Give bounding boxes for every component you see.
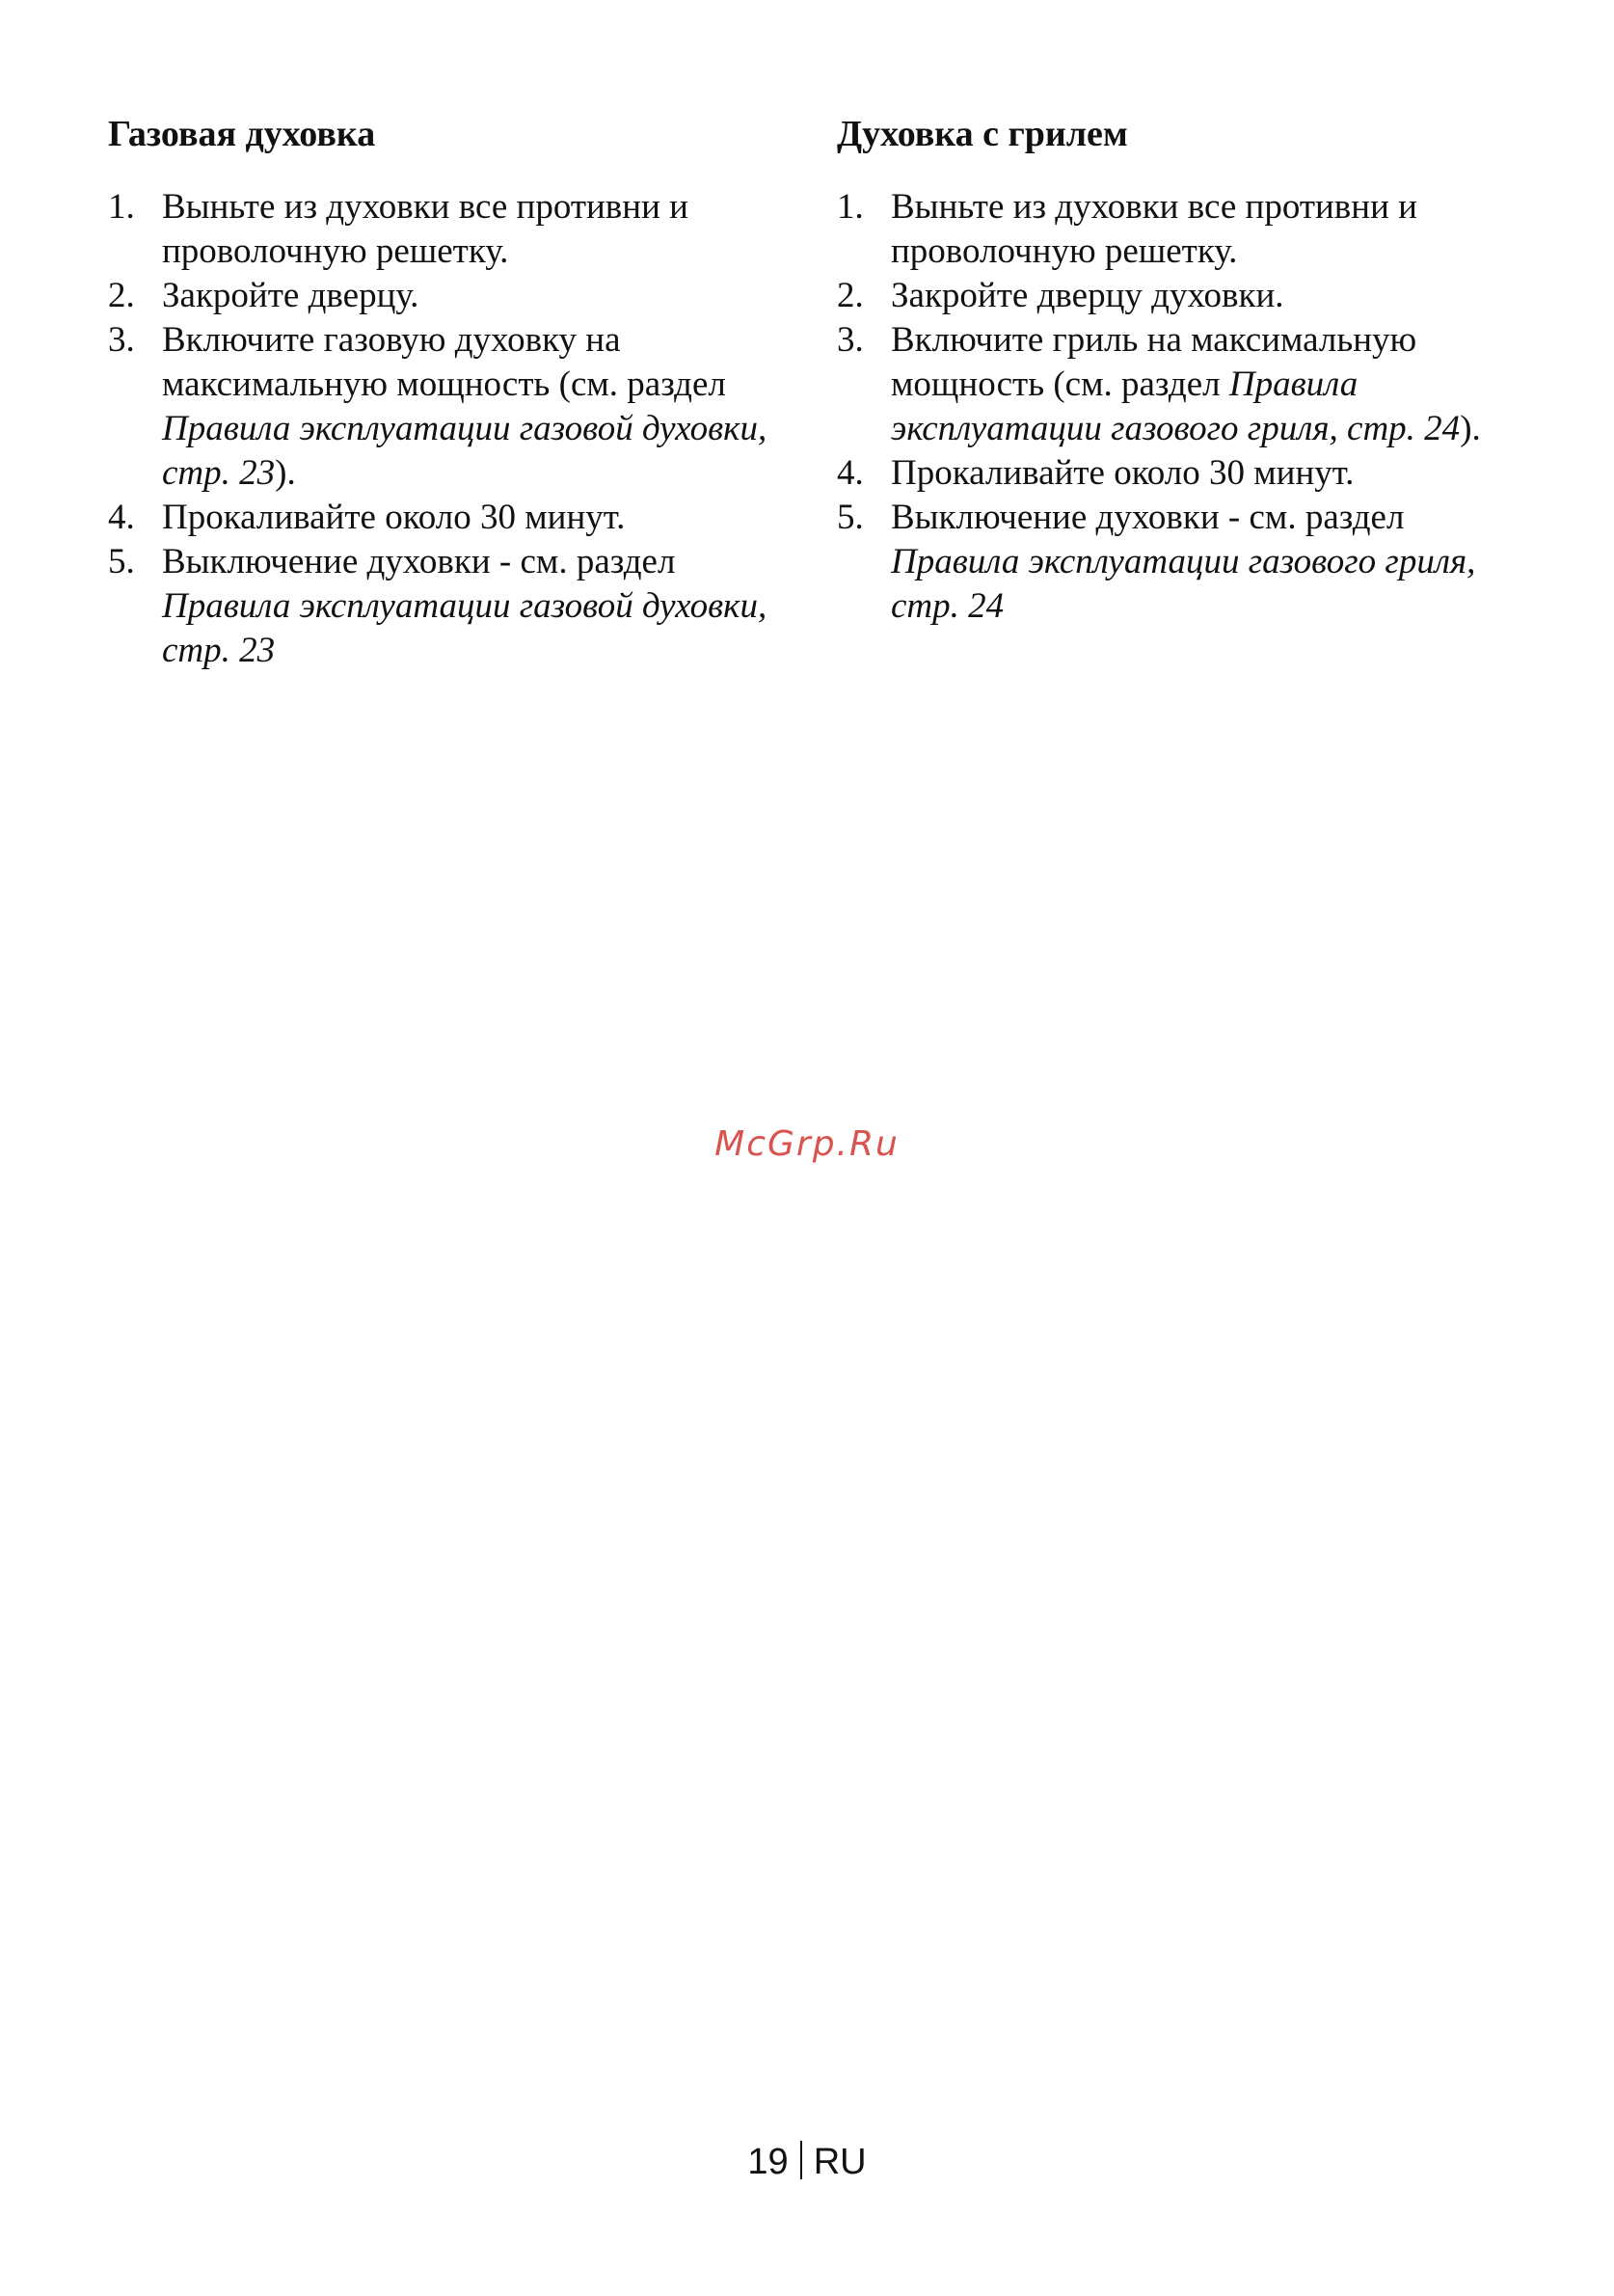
step-reference: Правила эксплуатации газового гриля, стр. 24 — [891, 542, 1476, 626]
step-number: 1. — [837, 187, 864, 227]
step-number: 5. — [837, 498, 864, 537]
step-text: Прокаливайте около 30 минут. — [162, 498, 626, 537]
page-number: 19 — [747, 2142, 789, 2182]
list-item — [108, 318, 783, 496]
language-code: RU — [813, 2142, 867, 2182]
list-item — [837, 318, 1512, 451]
step-text: Включите гриль на максимальную мощность (см. раздел — [891, 320, 1417, 404]
footer-separator — [800, 2141, 802, 2179]
right-column — [837, 112, 1512, 629]
step-number: 4. — [108, 498, 135, 537]
step-number: 5. — [108, 542, 135, 581]
list-item — [108, 274, 783, 318]
step-number: 2. — [837, 276, 864, 315]
page-footer — [0, 2141, 1614, 2183]
step-text: Выньте из духовки все противни и проволочную решетку. — [162, 187, 688, 271]
step-text: Закройте дверцу духовки. — [891, 276, 1284, 315]
step-tail: ). — [1460, 409, 1481, 448]
step-number: 3. — [108, 320, 135, 360]
list-item — [837, 185, 1512, 274]
left-column — [108, 112, 783, 673]
step-reference: Правила эксплуатации газовой духовки, стр. 23 — [162, 586, 767, 670]
list-item — [108, 540, 783, 673]
watermark: McGrp.Ru — [714, 1124, 900, 1164]
step-text: Включите газовую духовку на максимальную мощность (см. раздел — [162, 320, 726, 404]
step-text: Прокаливайте около 30 минут. — [891, 453, 1355, 493]
list-item — [837, 274, 1512, 318]
step-list-gas-oven — [108, 185, 783, 673]
step-number: 1. — [108, 187, 135, 227]
step-reference: Правила эксплуатации газовой духовки, стр. 23 — [162, 409, 767, 493]
step-text: Выньте из духовки все противни и проволочную решетку. — [891, 187, 1417, 271]
step-text: Закройте дверцу. — [162, 276, 419, 315]
step-text: Выключение духовки - см. раздел — [162, 542, 676, 581]
step-number: 4. — [837, 453, 864, 493]
step-list-grill-oven — [837, 185, 1512, 629]
section-heading-gas-oven: Газовая духовка — [108, 114, 376, 154]
step-number: 2. — [108, 276, 135, 315]
step-tail: ). — [275, 453, 296, 493]
list-item — [108, 496, 783, 540]
step-text: Выключение духовки - см. раздел — [891, 498, 1405, 537]
step-number: 3. — [837, 320, 864, 360]
list-item — [837, 496, 1512, 629]
step-reference: Правила эксплуатации газового гриля, стр. 24 — [891, 365, 1461, 448]
list-item — [108, 185, 783, 274]
section-heading-grill-oven: Духовка с грилем — [837, 114, 1128, 154]
list-item — [837, 451, 1512, 496]
